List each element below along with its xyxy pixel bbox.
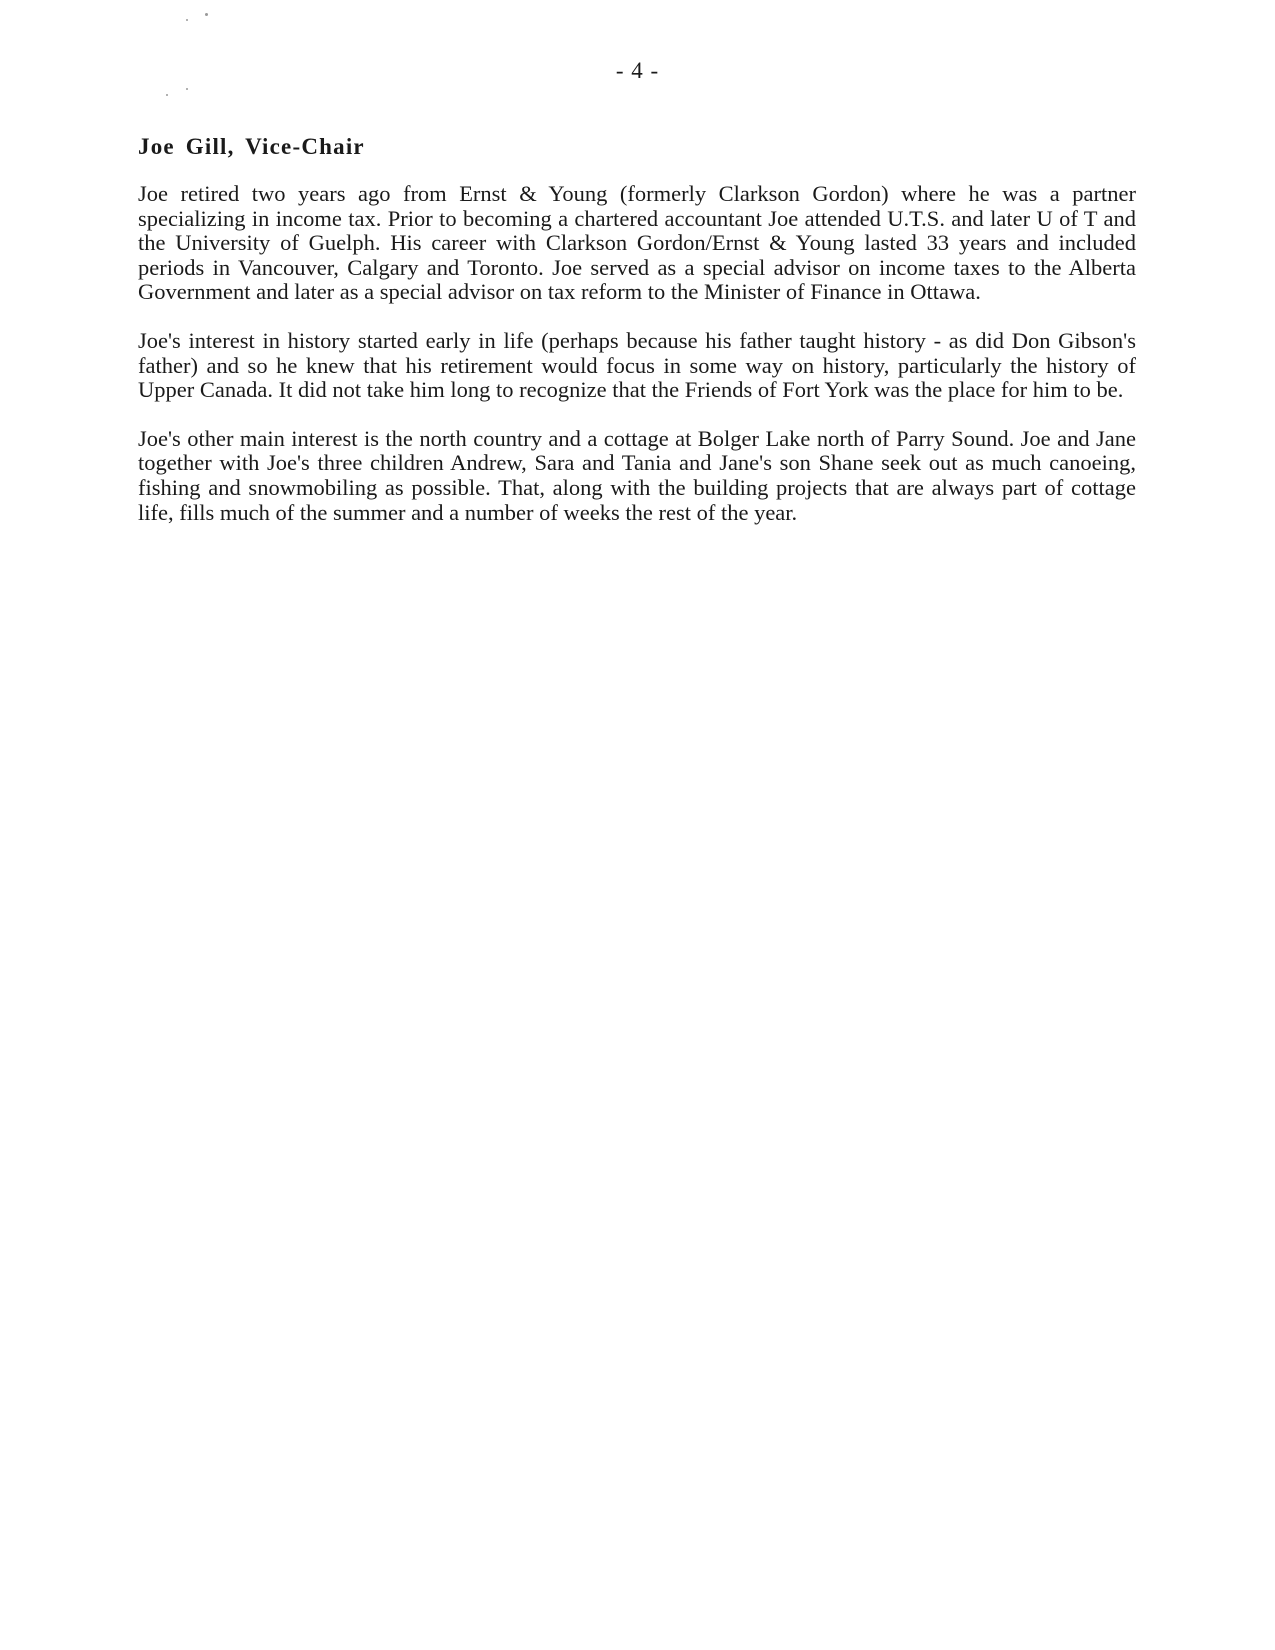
document-body [138,132,1136,549]
paragraph-history-interest: Joe's interest in history started early in life (perhaps because his father taught history - as did Don Gibson's father) and so he knew that his retirement would focus in some way on history, particularly the history of Upper Canada. It did not take him long to recognize that the Friends of Fort York was the place for him to be. [138,327,1136,403]
scan-speck [166,94,168,96]
scan-speck [205,13,208,16]
paragraph-career: Joe retired two years ago from Ernst & Young (formerly Clarkson Gordon) where he was a partner specializing in income tax. Prior to becoming a chartered accountant Joe attended U.T.S. and later U of T and the University of Guelph. His career with Clarkson Gordon/Ernst & Young lasted 33 years and included periods in Vancouver, Calgary and Toronto. Joe served as a special advisor on income taxes to the Alberta Government and later as a special advisor on tax reform to the Minister of Finance in Ottawa. [138,181,1136,305]
scan-speck [186,19,188,21]
section-heading: Joe Gill, Vice-Chair [138,134,365,159]
paragraph-cottage-life: Joe's other main interest is the north country and a cottage at Bolger Lake north of Parry Sound. Joe and Jane together with Joe's three children Andrew, Sara and Tania and Jane's son Shane seek out as much canoeing, fishing and snowmobiling as possible. That, along with the building projects that are always part of cottage life, fills much of the summer and a number of weeks the rest of the year. [138,425,1136,525]
scan-speck [186,88,188,90]
page-number: - 4 - [615,58,660,83]
